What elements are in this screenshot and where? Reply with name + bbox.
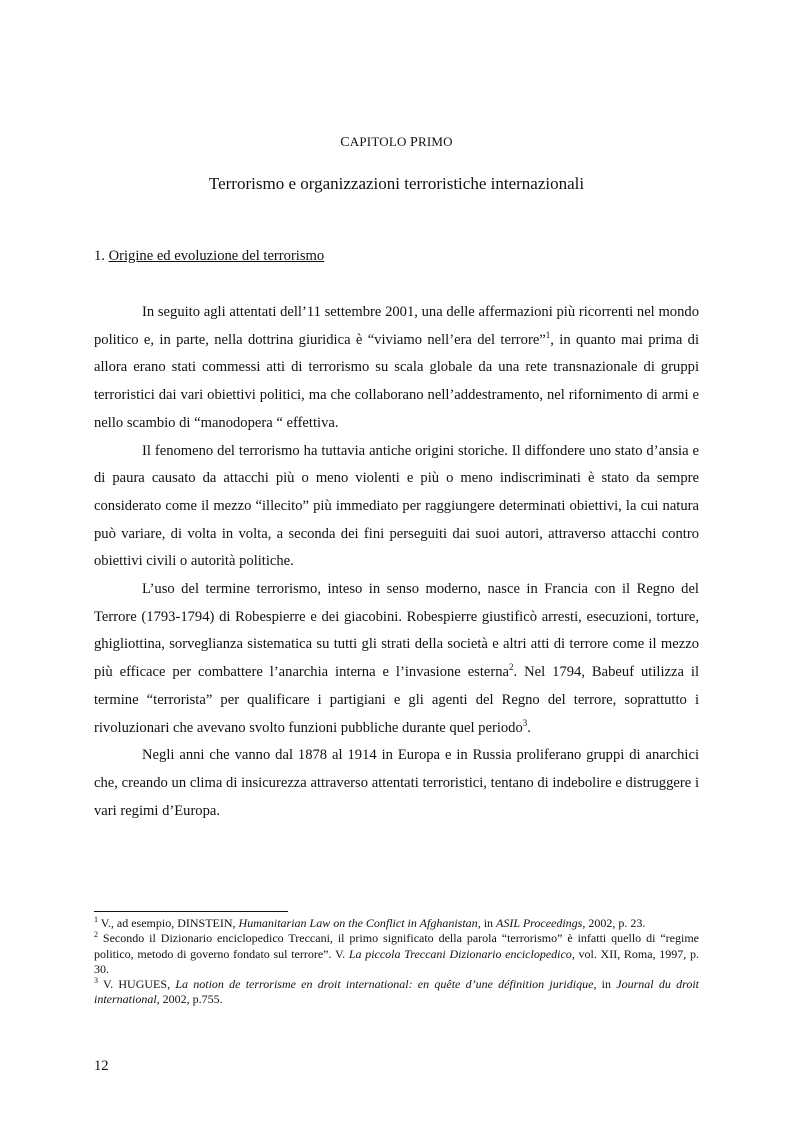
section-number: 1.: [94, 248, 109, 264]
footnote-ref-1: 1: [545, 329, 551, 340]
document-page: [94, 0, 699, 1123]
footnote-1: $^1$ V., ad esempio, DINSTEIN, Humanitarian Law on the Conflict in Afghanistan, in ASIL Proceedings, 2002, p. 23.: [94, 915, 646, 930]
footnote-ref-3: 3: [522, 717, 528, 728]
paragraph-4: Negli anni che vanno dal 1878 al 1914 in Europa e in Russia proliferano gruppi di anarchici che, creando un clima di insicurezza attraverso attentati terroristici, tentano di indebolire e distruggere i vari regimi d’Europa.: [94, 747, 699, 819]
paragraph-3: L’uso del termine terrorismo, inteso in senso moderno, nasce in Francia con il Regno del Terrore (1793-1794) di Robespierre e dei giacobini. Robespierre giustificò arresti, esecuzioni, torture, ghigliottina, sorveglianza sistematica su tutti gli strati della società e altri atti di terrore come il mezzo più efficace per combattere l’anarchia interna e l’invasione esterna$^2$. Nel 1794, Babeuf utilizza il termine “terrorista” per qualificare i partigiani e gli agenti del Regno del terrore, soprattutto i rivoluzionari che avevano svolto funzioni pubbliche durante quel periodo$^3$.: [94, 581, 700, 736]
footnote-divider: [94, 911, 288, 912]
paragraph-1: In seguito agli attentati dell’11 settembre 2001, una delle affermazioni più ricorrenti nel mondo politico e, in parte, nella dottrina giuridica è “viviamo nell’era del terrore”$^1$, in quanto mai prima di allora erano stati commessi atti di terrorismo su scala globale da una rete transnazionale di gruppi terroristici dai vari obiettivi politici, ma che collaborano nell’addestramento, nel rifornimento di armi e nello scambio di “manodopera “ effettiva.: [94, 304, 699, 431]
body-text: [94, 299, 699, 825]
chapter-label: CAPITOLO PRIMO: [340, 134, 453, 150]
section-heading: [94, 248, 324, 265]
footnote-3: $^3$ V. HUGUES, La notion de terrorisme en droit international: en quête d’une définition juridique, in Journal du droit international, 2002, p.755.: [94, 976, 699, 1007]
footnote-ref-2: 2: [509, 662, 514, 673]
page-number: 12: [94, 1058, 109, 1074]
paragraph-2: Il fenomeno del terrorismo ha tuttavia antiche origini storiche. Il diffondere uno stato d’ansia e di paura causato da attacchi più o meno violenti e più o meno indiscriminati è stato da sempre considerato come il mezzo “illecito” più immediato per raggiungere determinati obiettivi, la cui natura può variare, di volta in volta, a seconda dei fini perseguiti dai suoi autori, attraverso attacchi contro obiettivi civili o autorità politiche.: [94, 442, 699, 570]
footnote-2: $^2$ Secondo il Dizionario enciclopedico Treccani, il primo significato della parola “terrorismo” è infatti quello di “regime politico, metodo di governo fondato sul terrore”. V. La piccola Treccani Dizionario enciclopedico, vol. XII, Roma, 1997, p. 30.: [94, 930, 699, 976]
chapter-title: Terrorismo e organizzazioni terroristiche internazionali: [208, 174, 585, 193]
section-title: Origine ed evoluzione del terrorismo: [108, 248, 325, 264]
footnotes: [94, 916, 699, 1008]
